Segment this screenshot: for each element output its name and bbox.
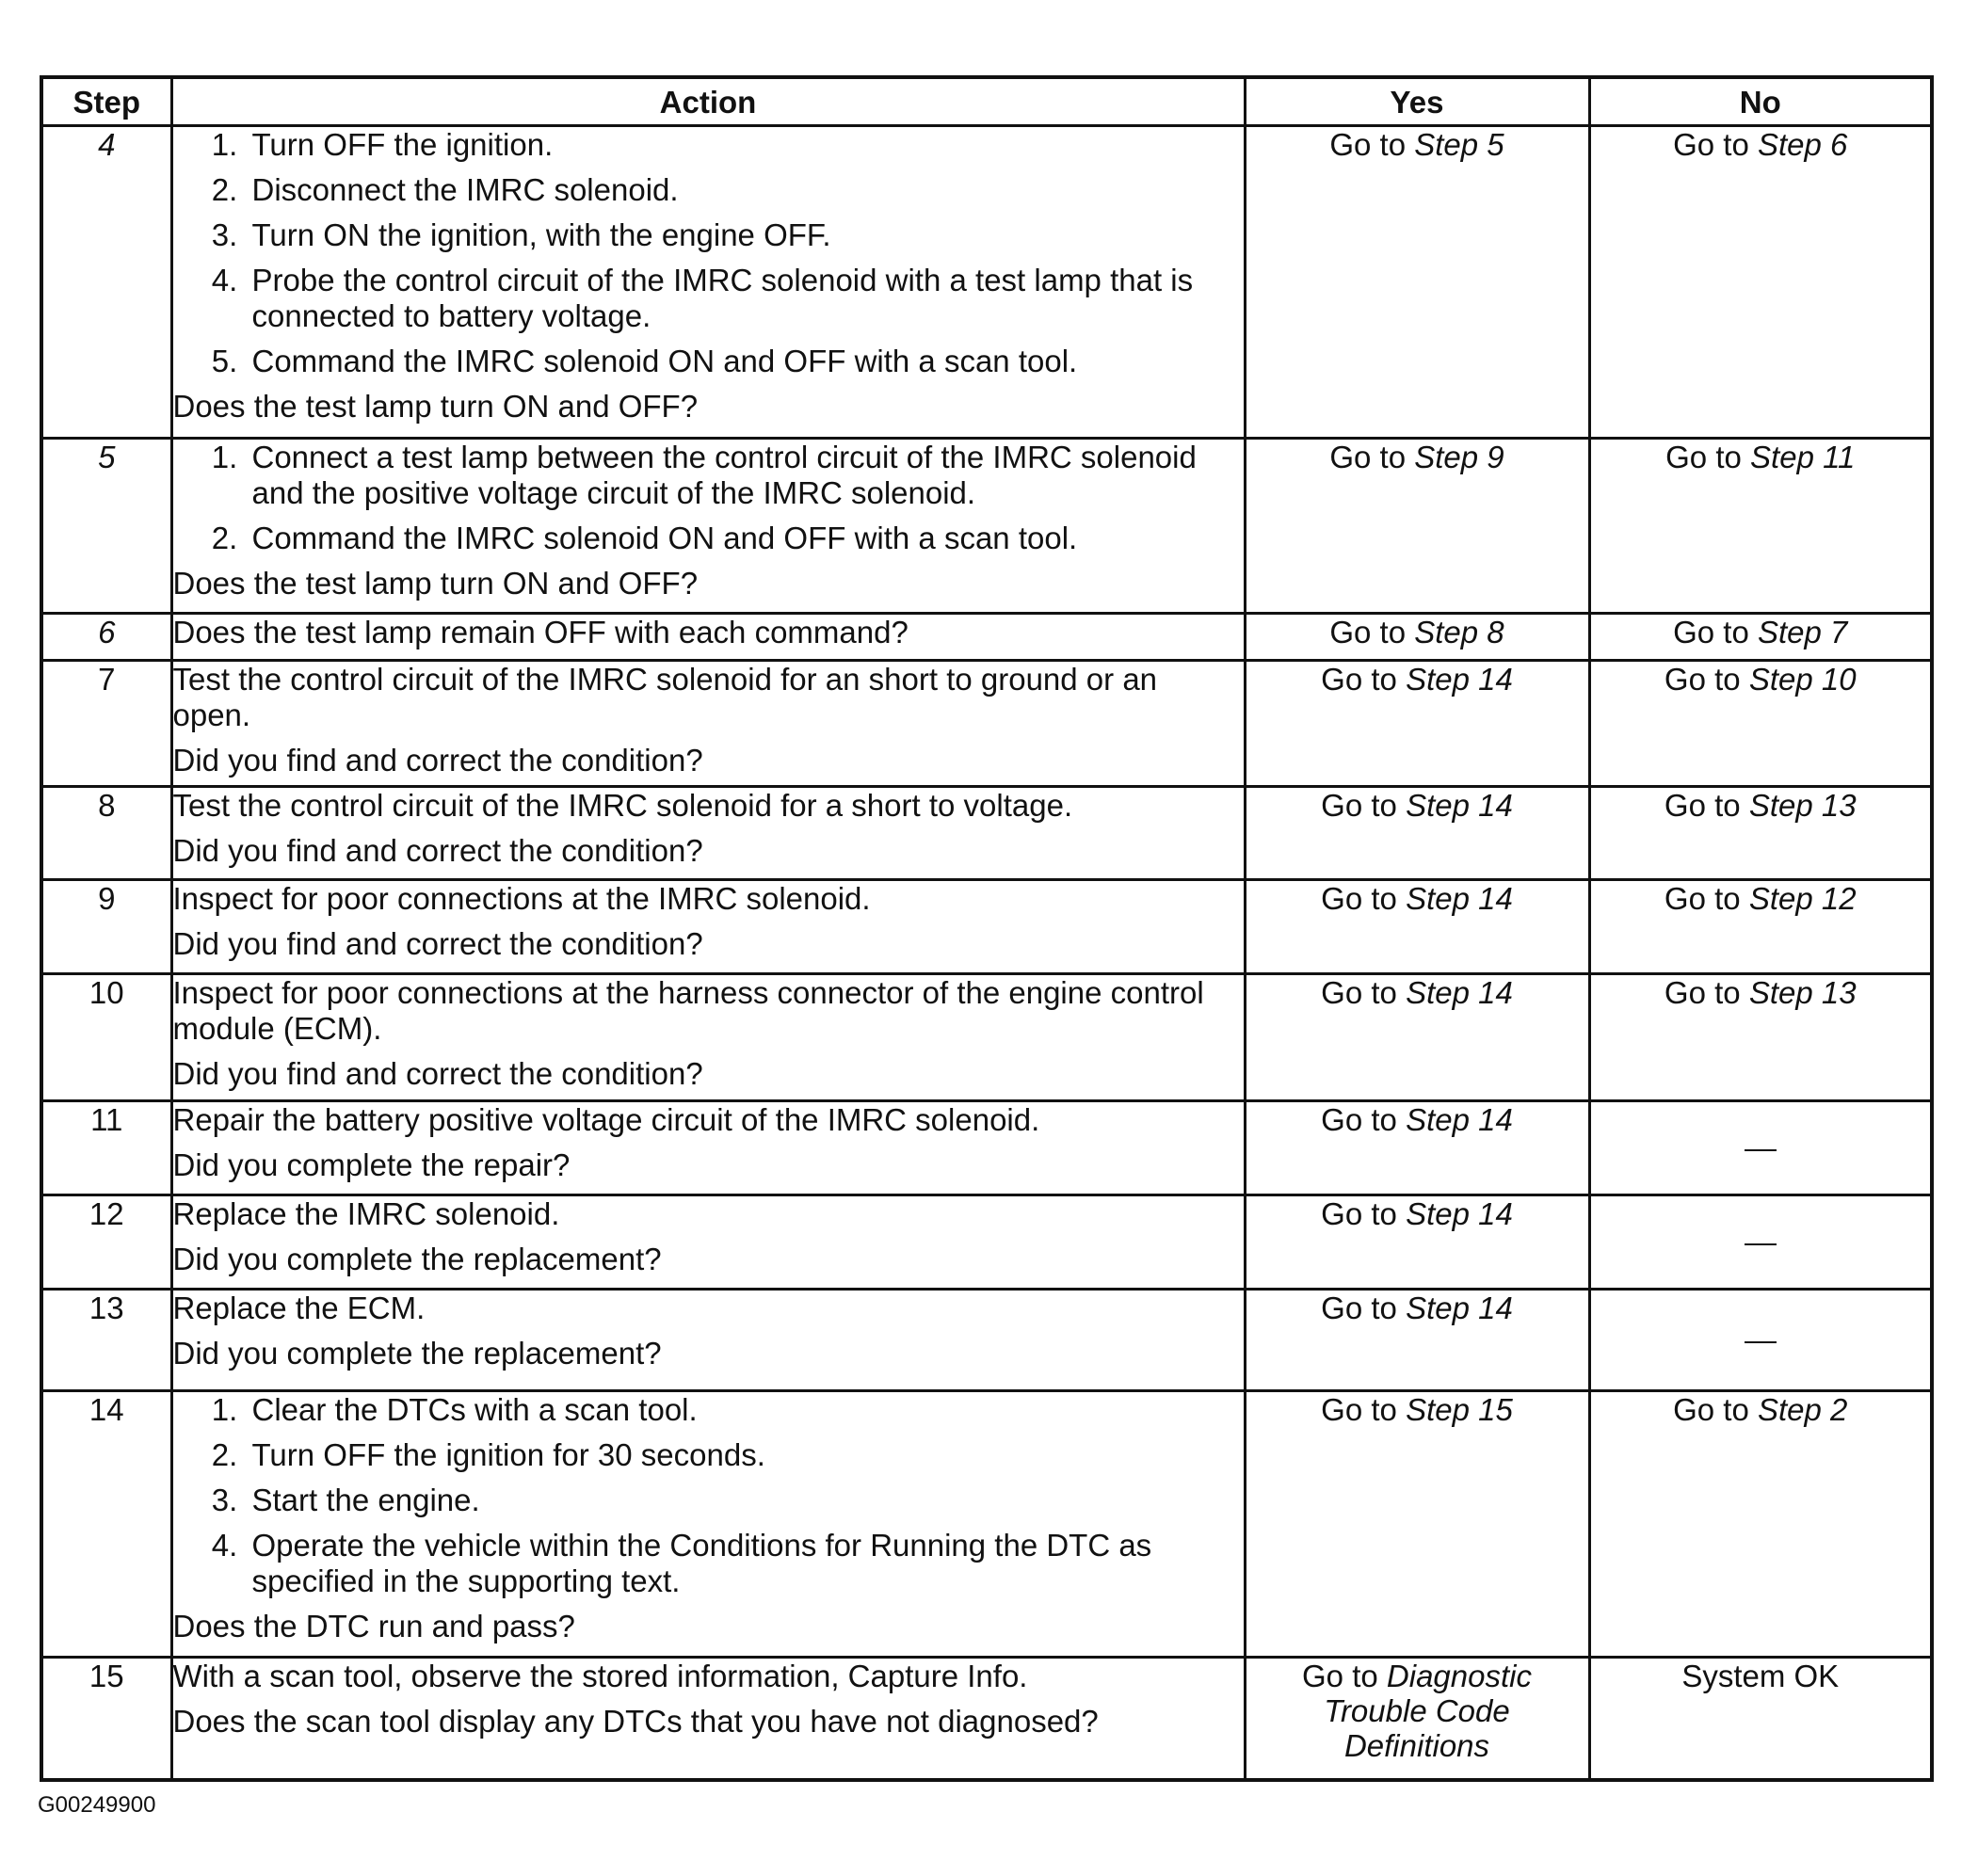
question-text: Did you find and correct the condition? [172, 1056, 703, 1091]
action-cell [171, 1658, 1245, 1780]
goto-prefix: Go to [1321, 975, 1397, 1010]
action-cell [171, 1290, 1245, 1391]
yes-cell [1245, 1290, 1589, 1391]
goto-step-link[interactable]: Step 14 [1406, 881, 1513, 916]
no-cell [1589, 1195, 1932, 1290]
goto-step-link[interactable]: Step 2 [1757, 1392, 1848, 1427]
table-row [41, 439, 1932, 614]
table-row [41, 1658, 1932, 1780]
action-cell [171, 974, 1245, 1101]
step-number: 9 [41, 880, 171, 974]
substep-item: 5. Command the IMRC solenoid ON and OFF with a scan tool. [247, 344, 1244, 379]
goto-prefix: Go to [1664, 881, 1741, 916]
question-text: Does the test lamp turn ON and OFF? [172, 389, 699, 424]
goto-step-link[interactable]: Step 10 [1748, 662, 1857, 697]
goto-prefix: Go to [1321, 1196, 1397, 1231]
table-row [41, 880, 1932, 974]
no-cell [1589, 661, 1932, 787]
table-row [41, 661, 1932, 787]
no-cell [1589, 614, 1932, 661]
header-yes: Yes [1245, 77, 1589, 126]
diagnostic-table [40, 75, 1934, 1782]
substep-item: 3. Start the engine. [247, 1483, 1244, 1518]
yes-cell [1245, 880, 1589, 974]
goto-step-link[interactable]: Step 14 [1406, 1291, 1513, 1325]
table-row [41, 974, 1932, 1101]
substep-item: 3. Turn ON the ignition, with the engine OFF. [247, 217, 1244, 253]
goto-prefix: Go to [1665, 440, 1742, 474]
yes-cell [1245, 1101, 1589, 1195]
question-text: Did you find and correct the condition? [172, 833, 703, 868]
goto-step-link[interactable]: Step 14 [1406, 1196, 1513, 1231]
goto-step-link[interactable]: Step 5 [1414, 127, 1504, 162]
goto-step-link[interactable]: Step 14 [1406, 975, 1513, 1010]
instruction-text: Inspect for poor connections at the harness connector of the engine control module (ECM). [172, 975, 1204, 1046]
no-action-dash [1745, 1243, 1777, 1245]
action-cell [171, 787, 1245, 880]
question-text: Does the test lamp remain OFF with each command? [172, 615, 909, 649]
substep-item: 1. Clear the DTCs with a scan tool. [247, 1392, 1244, 1428]
instruction-text: Test the control circuit of the IMRC solenoid for a short to voltage. [172, 788, 1073, 823]
substep-item: 2. Disconnect the IMRC solenoid. [247, 172, 1244, 208]
goto-prefix: Go to [1321, 1392, 1397, 1427]
goto-step-link[interactable]: Step 15 [1406, 1392, 1513, 1427]
yes-goto [1302, 1659, 1532, 1763]
goto-prefix: Go to [1673, 127, 1749, 162]
question-text: Does the scan tool display any DTCs that you have not diagnosed? [172, 1704, 1099, 1739]
goto-step-link[interactable]: Step 6 [1757, 127, 1848, 162]
no-cell [1589, 974, 1932, 1101]
question-text: Did you find and correct the condition? [172, 743, 703, 778]
step-number: 11 [41, 1101, 171, 1195]
goto-prefix: Go to [1329, 615, 1407, 649]
goto-prefix: Go to [1664, 788, 1741, 823]
step-number: 5 [41, 439, 171, 614]
goto-target-line[interactable]: Diagnostic [1386, 1659, 1532, 1693]
instruction-text: Replace the IMRC solenoid. [172, 1196, 560, 1231]
yes-cell [1245, 614, 1589, 661]
no-action-dash [1745, 1341, 1777, 1343]
goto-prefix: Go to [1321, 881, 1397, 916]
action-cell [171, 661, 1245, 787]
goto-prefix: Go to [1302, 1659, 1378, 1693]
no-cell [1589, 1391, 1932, 1658]
step-number: 7 [41, 661, 171, 787]
table-header [41, 77, 1932, 126]
step-number: 8 [41, 787, 171, 880]
substep-item: 1. Turn OFF the ignition. [247, 127, 1244, 163]
no-cell [1589, 126, 1932, 439]
substep-item: 2. Turn OFF the ignition for 30 seconds. [247, 1437, 1244, 1473]
action-cell [171, 880, 1245, 974]
yes-cell [1245, 661, 1589, 787]
table-row [41, 1290, 1932, 1391]
step-number: 15 [41, 1658, 171, 1780]
no-cell [1589, 787, 1932, 880]
goto-step-link[interactable]: Step 14 [1406, 662, 1513, 697]
header-no: No [1589, 77, 1932, 126]
yes-cell [1245, 1658, 1589, 1780]
goto-prefix: Go to [1329, 127, 1407, 162]
goto-target-line[interactable]: Definitions [1343, 1728, 1490, 1763]
goto-prefix: Go to [1673, 615, 1749, 649]
question-text: Did you complete the replacement? [172, 1242, 662, 1276]
goto-step-link[interactable]: Step 14 [1406, 1102, 1513, 1137]
no-cell [1589, 880, 1932, 974]
goto-prefix: Go to [1664, 975, 1741, 1010]
no-action-dash [1745, 1149, 1777, 1151]
figure-id: G00249900 [38, 1792, 156, 1818]
table-row [41, 787, 1932, 880]
yes-cell [1245, 787, 1589, 880]
table-row [41, 1101, 1932, 1195]
instruction-text: Repair the battery positive voltage circuit of the IMRC solenoid. [172, 1102, 1040, 1137]
substep-list [173, 1392, 1244, 1599]
question-text: Does the DTC run and pass? [172, 1609, 575, 1644]
instruction-text: Test the control circuit of the IMRC solenoid for an short to ground or an open. [172, 662, 1158, 732]
step-number: 6 [41, 614, 171, 661]
goto-step-link[interactable]: Step 12 [1748, 881, 1857, 916]
substep-list [173, 127, 1244, 379]
substep-item: 4. Operate the vehicle within the Conditions for Running the DTC as specified in the supporting text. [247, 1528, 1244, 1599]
instruction-text: Replace the ECM. [172, 1291, 426, 1325]
goto-prefix: Go to [1673, 1392, 1749, 1427]
action-cell [171, 1195, 1245, 1290]
goto-prefix: Go to [1664, 662, 1741, 697]
yes-cell [1245, 1195, 1589, 1290]
table-row [41, 614, 1932, 661]
goto-step-link[interactable]: Step 14 [1406, 788, 1513, 823]
goto-step-link[interactable]: Step 13 [1748, 975, 1857, 1010]
action-cell [171, 1101, 1245, 1195]
goto-step-link[interactable]: Step 7 [1757, 615, 1848, 649]
goto-prefix: Go to [1329, 440, 1407, 474]
step-number: 12 [41, 1195, 171, 1290]
goto-step-link[interactable]: Step 9 [1414, 440, 1504, 474]
table-row [41, 1391, 1932, 1658]
yes-cell [1245, 439, 1589, 614]
instruction-text: With a scan tool, observe the stored information, Capture Info. [172, 1659, 1028, 1693]
action-cell [171, 614, 1245, 661]
substep-item: 4. Probe the control circuit of the IMRC solenoid with a test lamp that is connected to battery voltage. [247, 263, 1244, 334]
substep-item: 1. Connect a test lamp between the control circuit of the IMRC solenoid and the positive voltage circuit of the IMRC solenoid. [247, 440, 1244, 511]
step-number: 14 [41, 1391, 171, 1658]
question-text: Did you complete the repair? [172, 1147, 571, 1182]
substep-list [173, 440, 1244, 556]
goto-step-link[interactable]: Step 11 [1750, 440, 1856, 474]
instruction-text: Inspect for poor connections at the IMRC solenoid. [172, 881, 871, 916]
goto-step-link[interactable]: Step 13 [1748, 788, 1857, 823]
question-text: Did you complete the replacement? [172, 1336, 662, 1371]
yes-cell [1245, 126, 1589, 439]
table-body [41, 126, 1932, 1780]
header-step: Step [41, 77, 171, 126]
table-row [41, 126, 1932, 439]
substep-item: 2. Command the IMRC solenoid ON and OFF with a scan tool. [247, 521, 1244, 556]
question-text: Does the test lamp turn ON and OFF? [172, 566, 699, 601]
goto-prefix: Go to [1321, 1291, 1397, 1325]
step-number: 10 [41, 974, 171, 1101]
yes-cell [1245, 1391, 1589, 1658]
goto-step-link[interactable]: Step 8 [1414, 615, 1504, 649]
no-cell [1589, 1658, 1932, 1780]
header-row [41, 77, 1932, 126]
step-number: 13 [41, 1290, 171, 1391]
action-cell [171, 439, 1245, 614]
table-row [41, 1195, 1932, 1290]
header-action: Action [171, 77, 1245, 126]
no-result-text: System OK [1681, 1659, 1840, 1693]
step-number: 4 [41, 126, 171, 439]
action-cell [171, 1391, 1245, 1658]
action-cell [171, 126, 1245, 439]
no-cell [1589, 1101, 1932, 1195]
goto-prefix: Go to [1321, 788, 1397, 823]
no-cell [1589, 1290, 1932, 1391]
goto-target-line[interactable]: Trouble Code [1324, 1693, 1510, 1728]
yes-cell [1245, 974, 1589, 1101]
goto-prefix: Go to [1321, 1102, 1397, 1137]
no-cell [1589, 439, 1932, 614]
question-text: Did you find and correct the condition? [172, 926, 703, 961]
goto-prefix: Go to [1321, 662, 1397, 697]
